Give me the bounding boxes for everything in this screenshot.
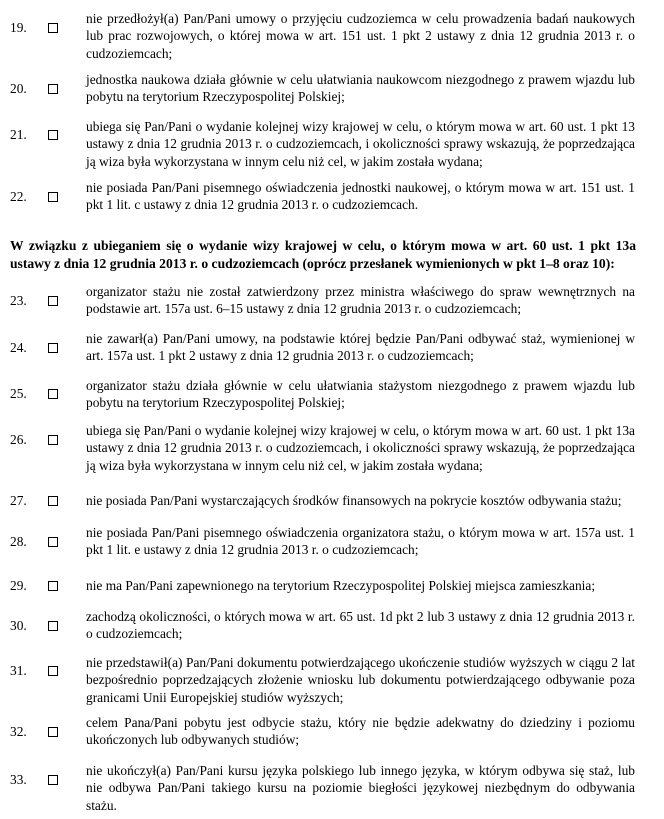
item-text: nie posiada Pan/Pani pisemnego oświadczenia organizatora stażu, o którym mowa w art. 157a ust. 1 pkt 1 lit. e ustawy z dnia 12 grudnia 2013 r. o cudzoziemcach; xyxy=(86,525,635,558)
checkbox[interactable] xyxy=(48,775,58,785)
item-text: nie przedstawił(a) Pan/Pani dokumentu potwierdzającego ukończenie studiów wyższych w ciągu 2 lat bezpośrednio poprzedzających złożenie wniosku lub dokumentu potwierdzającego odbywanie poza granicami Unii Europejskiej studiów wyższych; xyxy=(86,655,635,705)
item-text: ubiega się Pan/Pani o wydanie kolejnej wizy krajowej w celu, o którym mowa w art. 60 ust. 1 pkt 13 ustawy z dnia 12 grudnia 2013 r. o cudzoziemcach, i okoliczności sprawy wskazują, że poprzedzająca ją wiza była wykorzystana w innym celu niż cel, w jakim została wydana; xyxy=(86,119,635,169)
item-text: nie posiada Pan/Pani pisemnego oświadczenia jednostki naukowej, o którym mowa w art. 151 ust. 1 pkt 1 lit. c ustawy z dnia 12 grudnia 2013 r. o cudzoziemcach. xyxy=(86,180,635,213)
item-number: 25. xyxy=(10,386,27,401)
checkbox[interactable] xyxy=(48,435,58,445)
item-number: 26. xyxy=(10,432,27,447)
item-text: nie ma Pan/Pani zapewnionego na terytorium Rzeczypospolitej Polskiej miejsca zamieszkania; xyxy=(86,578,596,593)
section-heading: W związku z ubieganiem się o wydanie wizy krajowej w celu, o którym mowa w art. 60 ust. 1 pkt 13a ustawy z dnia 12 grudnia 2013 r. o cudzoziemcach (oprócz przesłanek wymienionych w pkt 1–8 oraz 10): xyxy=(10,238,636,271)
item-text: nie zawarł(a) Pan/Pani umowy, na podstawie której będzie Pan/Pani odbywać staż, wymienionej w art. 157a ust. 1 pkt 2 ustawy z dnia 12 grudnia 2013 r. o cudzoziemcach; xyxy=(86,331,635,364)
item-text: organizator stażu nie został zatwierdzony przez ministra właściwego do spraw wewnętrznych na podstawie art. 157a ust. 6–15 ustawy z dnia 12 grudnia 2013 r. o cudzoziemcach; xyxy=(86,284,635,317)
item-number: 21. xyxy=(10,127,27,142)
checkbox[interactable] xyxy=(48,84,58,94)
checkbox[interactable] xyxy=(48,496,58,506)
checkbox[interactable] xyxy=(48,581,58,591)
checkbox[interactable] xyxy=(48,343,58,353)
item-number: 30. xyxy=(10,618,27,633)
item-number: 33. xyxy=(10,772,27,787)
item-text: nie posiada Pan/Pani wystarczających środków finansowych na pokrycie kosztów odbywania stażu; xyxy=(86,493,622,508)
item-text: nie przedłożył(a) Pan/Pani umowy o przyjęciu cudzoziemca w celu prowadzenia badań naukowych lub prac rozwojowych, o której mowa w art. 151 ust. 1 pkt 2 ustawy z dnia 12 grudnia 2013 r. o cudzoziemcach; xyxy=(86,11,635,61)
item-number: 28. xyxy=(10,534,27,549)
checkbox[interactable] xyxy=(48,389,58,399)
checkbox[interactable] xyxy=(48,666,58,676)
item-number: 22. xyxy=(10,189,27,204)
item-text: zachodzą okoliczności, o których mowa w art. 65 ust. 1d pkt 2 lub 3 ustawy z dnia 12 grudnia 2013 r. o cudzoziemcach; xyxy=(86,609,635,642)
item-number: 24. xyxy=(10,340,27,355)
checkbox[interactable] xyxy=(48,192,58,202)
checkbox[interactable] xyxy=(48,727,58,737)
item-number: 29. xyxy=(10,578,27,593)
item-text: organizator stażu działa głównie w celu ułatwiania stażystom niezgodnego z prawem wjazdu lub pobytu na terytorium Rzeczypospolitej Polskiej; xyxy=(86,378,635,411)
item-number: 31. xyxy=(10,663,27,678)
item-text: jednostka naukowa działa głównie w celu ułatwiania naukowcom niezgodnego z prawem wjazdu lub pobytu na terytorium Rzeczypospolitej Polskiej; xyxy=(86,72,635,105)
item-text: ubiega się Pan/Pani o wydanie kolejnej wizy krajowej w celu, o którym mowa w art. 60 ust. 1 pkt 13a ustawy z dnia 12 grudnia 2013 r. o cudzoziemcach, i okoliczności sprawy wskazują, że poprzedzająca ją wiza była wykorzystana w innym celu niż cel, w jakim została wydana; xyxy=(86,423,635,473)
item-number: 23. xyxy=(10,293,27,308)
item-number: 19. xyxy=(10,20,27,35)
checkbox[interactable] xyxy=(48,23,58,33)
item-number: 27. xyxy=(10,493,27,508)
item-number: 20. xyxy=(10,81,27,96)
checkbox[interactable] xyxy=(48,537,58,547)
checkbox[interactable] xyxy=(48,621,58,631)
item-text: celem Pana/Pani pobytu jest odbycie stażu, który nie będzie adekwatny do dziedziny i poziomu ukończonych lub odbywanych studiów; xyxy=(86,715,635,748)
item-number: 32. xyxy=(10,724,27,739)
checkbox[interactable] xyxy=(48,296,58,306)
item-text: nie ukończył(a) Pan/Pani kursu języka polskiego lub innego języka, w którym odbywa się staż, lub nie odbywa Pan/Pani takiego kursu na poziomie biegłości językowej niezbędnym do odbywania stażu. xyxy=(86,763,635,813)
checkbox[interactable] xyxy=(48,130,58,140)
